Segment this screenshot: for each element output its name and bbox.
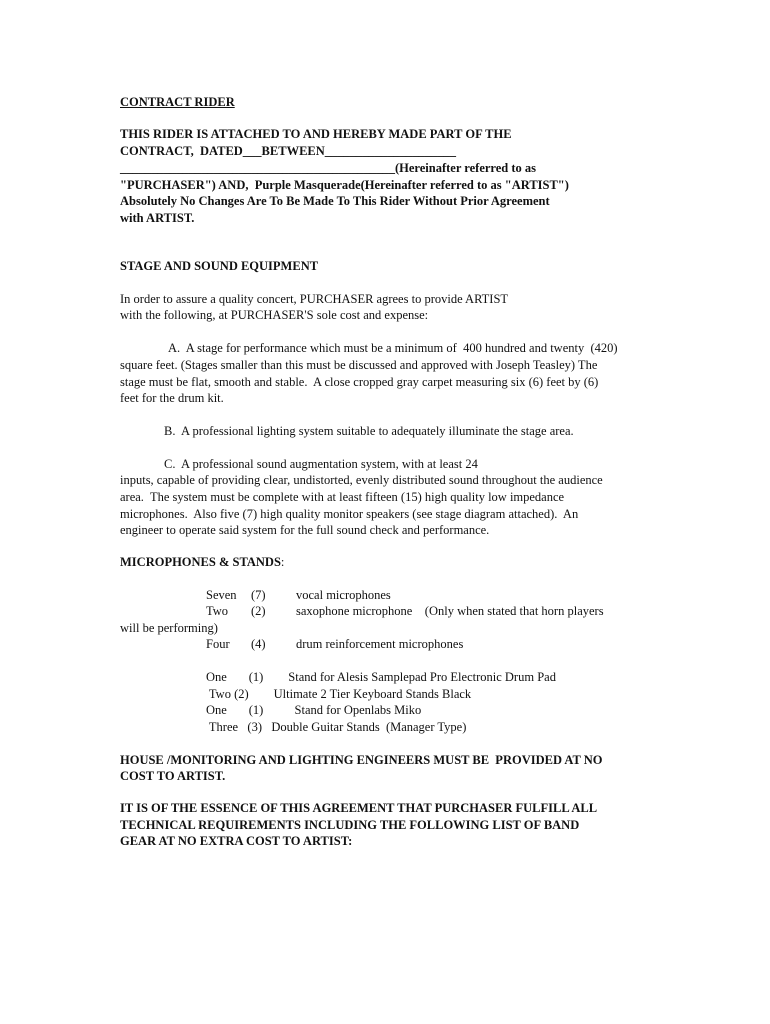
item-a-line-4: feet for the drum kit.: [120, 391, 224, 405]
stand-line: One (1) Stand for Alesis Samplepad Pro Electronic Drum Pad: [206, 670, 556, 684]
mic-drum-qty: Four: [206, 637, 230, 651]
mic-row-desc: saxophone microphone (Only when stated that horn players: [296, 604, 604, 618]
intro-line-2: CONTRACT, DATED___BETWEEN_____________________: [120, 144, 457, 158]
mic-heading-colon: :: [280, 555, 285, 569]
mic-row-qty: Two: [206, 604, 229, 618]
mic-drum-desc: drum reinforcement microphones: [296, 637, 464, 651]
mic-heading: MICROPHONES & STANDS: [120, 555, 281, 569]
intro-line-5: Absolutely No Changes Are To Be Made To This Rider Without Prior Agreement: [120, 194, 550, 208]
mic-wrap-line: will be performing): [120, 621, 218, 635]
stage-intro-line-1: In order to assure a quality concert, PURCHASER agrees to provide ARTIST: [120, 292, 509, 306]
intro-line-6: with ARTIST.: [120, 211, 195, 225]
stand-line: Three (3) Double Guitar Stands (Manager Type): [206, 720, 467, 734]
mic-row-desc: vocal microphones: [296, 588, 391, 602]
stage-intro-line-2: with the following, at PURCHASER'S sole cost and expense:: [120, 308, 429, 322]
item-a-line-1: A. A stage for performance which must be a minimum of 400 hundred and twenty (420): [168, 341, 618, 355]
intro-line-4: "PURCHASER") AND, Purple Masquerade(Hereinafter referred to as "ARTIST"): [120, 178, 569, 192]
item-a-line-2: square feet. (Stages smaller than this must be discussed and approved with Joseph Teasley) The: [120, 358, 598, 372]
essence-line-3: GEAR AT NO EXTRA COST TO ARTIST:: [120, 834, 353, 848]
item-c-line-5: engineer to operate said system for the full sound check and performance.: [120, 523, 490, 537]
item-c-line-3: area. The system must be complete with at least fifteen (15) high quality low impedance: [120, 490, 565, 504]
item-c-line-4: microphones. Also five (7) high quality monitor speakers (see stage diagram attached). An: [120, 507, 579, 521]
item-c-line-2: inputs, capable of providing clear, undistorted, evenly distributed sound throughout the audience: [120, 473, 603, 487]
essence-line-1: IT IS OF THE ESSENCE OF THIS AGREEMENT THAT PURCHASER FULFILL ALL: [120, 801, 598, 815]
mic-row-qty: Seven: [206, 588, 237, 602]
mic-heading-row: [120, 554, 284, 571]
stand-line: Two (2) Ultimate 2 Tier Keyboard Stands Black: [206, 687, 472, 701]
stage-heading: STAGE AND SOUND EQUIPMENT: [120, 259, 319, 273]
stand-line: One (1) Stand for Openlabs Miko: [206, 703, 422, 717]
document-title: CONTRACT RIDER: [120, 95, 235, 109]
intro-line-1: THIS RIDER IS ATTACHED TO AND HEREBY MADE PART OF THE: [120, 127, 512, 141]
mic-row-num: (7): [251, 588, 266, 602]
item-a-line-3: stage must be flat, smooth and stable. A close cropped gray carpet measuring six (6) feet by (6): [120, 375, 599, 389]
essence-line-2: TECHNICAL REQUIREMENTS INCLUDING THE FOLLOWING LIST OF BAND: [120, 818, 580, 832]
item-b: B. A professional lighting system suitable to adequately illuminate the stage area.: [164, 424, 574, 438]
mic-row-num: (2): [251, 604, 266, 618]
house-line-2: COST TO ARTIST.: [120, 769, 226, 783]
mic-drum-num: (4): [251, 637, 266, 651]
intro-line-3: ____________________________________________(Hereinafter referred to as: [120, 161, 537, 175]
house-line-1: HOUSE /MONITORING AND LIGHTING ENGINEERS MUST BE PROVIDED AT NO: [120, 753, 603, 767]
item-c-line-1: C. A professional sound augmentation system, with at least 24: [164, 457, 478, 471]
